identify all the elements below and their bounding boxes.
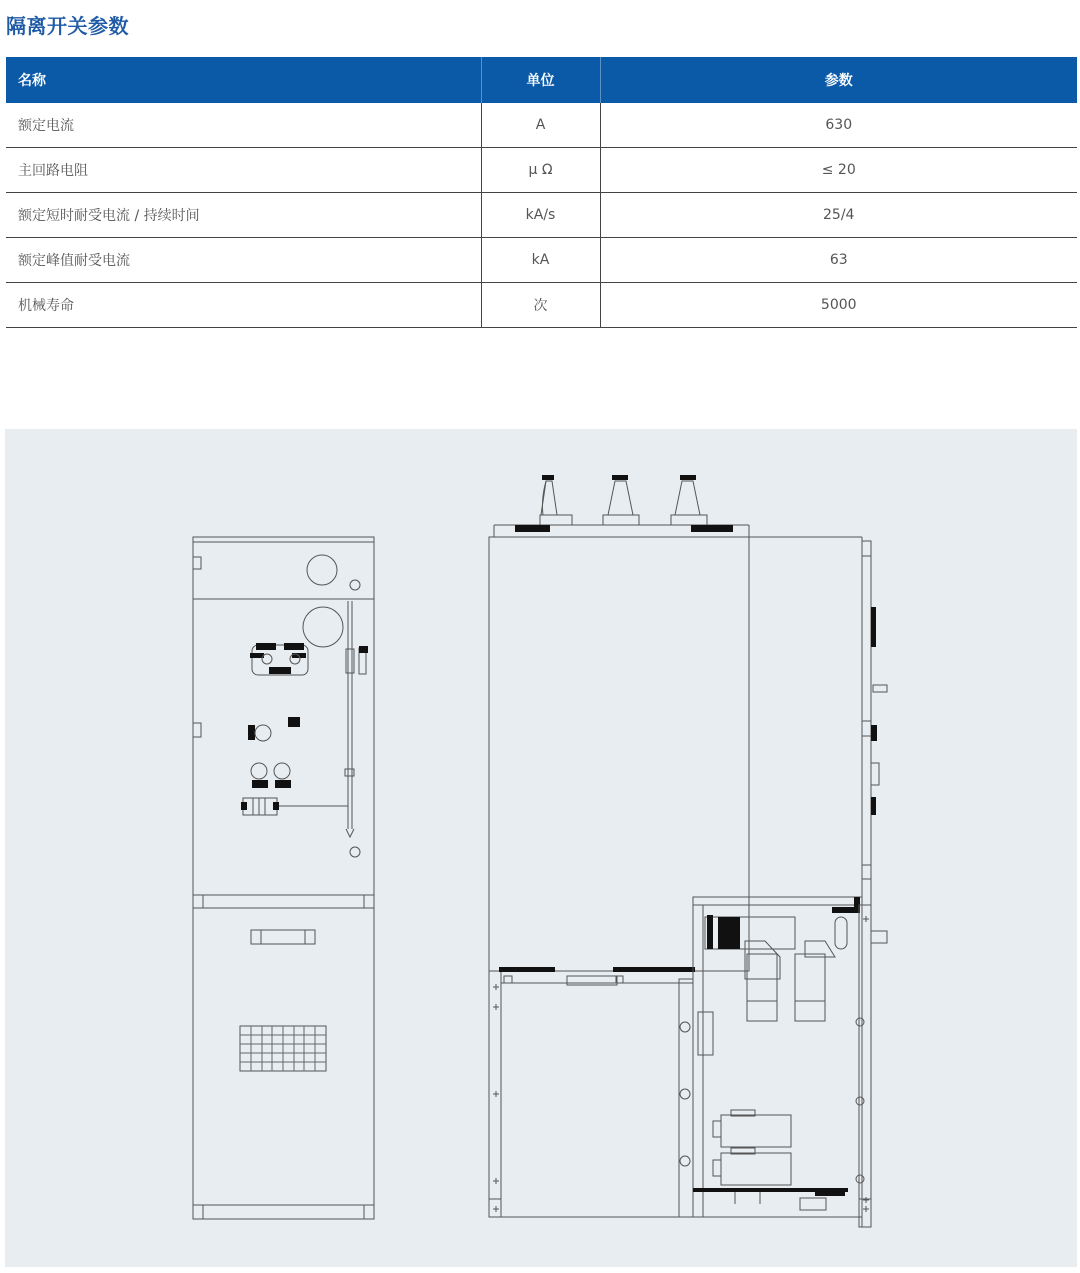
table-row [6, 148, 1077, 193]
cell-unit: 次 [481, 283, 600, 328]
column-header-name: 名称 [6, 57, 481, 103]
cell-value: 5000 [600, 283, 1077, 328]
side-section-view [489, 475, 887, 1227]
table-row [6, 283, 1077, 328]
parameter-table [6, 57, 1077, 328]
column-header-value: 参数 [600, 57, 1077, 103]
table-row [6, 103, 1077, 148]
cell-name: 额定峰值耐受电流 [6, 238, 481, 283]
cell-name: 额定短时耐受电流 / 持续时间 [6, 193, 481, 238]
column-header-unit: 单位 [481, 57, 600, 103]
table-row [6, 193, 1077, 238]
switchgear-line-drawing [5, 429, 1077, 1267]
cell-unit: kA [481, 238, 600, 283]
cell-value: ≤ 20 [600, 148, 1077, 193]
cell-name: 机械寿命 [6, 283, 481, 328]
switchgear-drawing-panel [5, 429, 1077, 1267]
front-view-cabinet [193, 537, 374, 1219]
cell-name: 主回路电阻 [6, 148, 481, 193]
cell-value: 63 [600, 238, 1077, 283]
cell-value: 25/4 [600, 193, 1077, 238]
cell-unit: μ Ω [481, 148, 600, 193]
page-title: 隔离开关参数 [6, 14, 129, 38]
cell-unit: A [481, 103, 600, 148]
cell-value: 630 [600, 103, 1077, 148]
table-row [6, 238, 1077, 283]
table-header-row [6, 57, 1077, 103]
cell-unit: kA/s [481, 193, 600, 238]
top-bushings [540, 475, 707, 525]
cell-name: 额定电流 [6, 103, 481, 148]
